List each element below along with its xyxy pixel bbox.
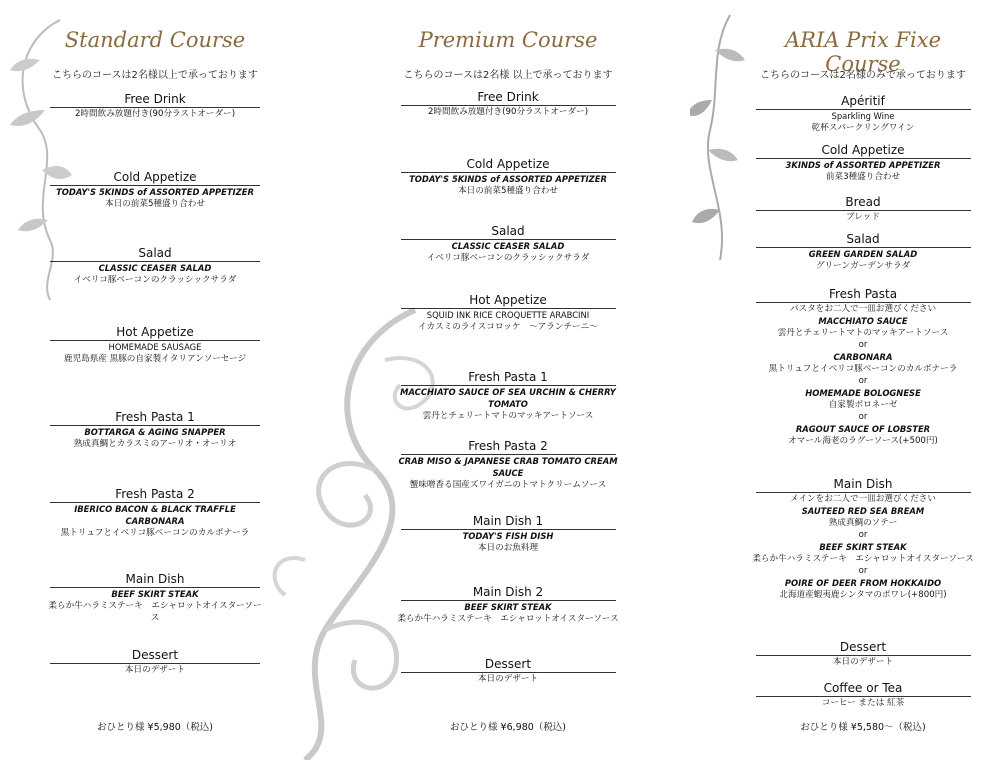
dish-description: 雲丹とチェリートマトのマッキアートソース bbox=[422, 411, 594, 421]
dish-name-en: BEEF SKIRT STEAK bbox=[111, 589, 199, 599]
dish-description: 柔らか牛ハラミステーキ エシャロットオイスターソース bbox=[397, 614, 619, 624]
menu-section bbox=[45, 487, 265, 539]
section-heading: Hot Appetize bbox=[50, 325, 260, 341]
dish-name-en: BEEF SKIRT STEAK bbox=[819, 542, 907, 552]
section-heading: Fresh Pasta bbox=[756, 287, 971, 303]
dish-description: 柔らか牛ハラミステーキ エシャロットオイスターソース bbox=[752, 554, 974, 564]
menu-section bbox=[45, 325, 265, 365]
menu-section bbox=[45, 246, 265, 286]
menu-section bbox=[45, 170, 265, 210]
course-subtitle: こちらのコースは2名様のみで承っております bbox=[760, 70, 966, 81]
dish-name-en: MACCHIATO SAUCE OF SEA URCHIN & CHERRY TOMATO bbox=[400, 387, 616, 409]
dish-description: 本日の前菜5種盛り合わせ bbox=[105, 199, 205, 209]
course-subtitle: こちらのコースは2名様以上で承っております bbox=[52, 70, 258, 81]
dish-name-en: GREEN GARDEN SALAD bbox=[808, 249, 918, 259]
dish-description: 熟成真鯛とカラスミのアーリオ・オーリオ bbox=[73, 439, 237, 449]
course-price: おひとり様 ¥5,580～（税込) bbox=[800, 722, 926, 733]
menu-section bbox=[45, 648, 265, 676]
menu-section bbox=[748, 681, 978, 709]
section-heading: Fresh Pasta 2 bbox=[401, 439, 616, 455]
section-heading: Hot Appetize bbox=[401, 293, 616, 309]
section-heading: Dessert bbox=[401, 657, 616, 673]
dish-name-en: MACCHIATO SAUCE bbox=[818, 316, 908, 326]
dish-name-en: TODAY'S FISH DISH bbox=[462, 531, 554, 541]
menu-section bbox=[388, 370, 628, 422]
menu-section bbox=[388, 585, 628, 625]
section-heading: Cold Appetize bbox=[401, 157, 616, 173]
menu-section bbox=[388, 293, 628, 333]
dish-description: Sparkling Wine bbox=[831, 111, 895, 121]
dish-name-en: BOTTARGA & AGING SNAPPER bbox=[84, 427, 226, 437]
section-heading: Main Dish 1 bbox=[401, 514, 616, 530]
dish-name-en: CRAB MISO & JAPANESE CRAB TOMATO CREAM SAUCE bbox=[398, 456, 618, 478]
menu-section bbox=[388, 224, 628, 264]
dish-name-en: 3KINDS of ASSORTED APPETIZER bbox=[785, 160, 941, 170]
menu-section bbox=[748, 94, 978, 134]
menu-section bbox=[748, 287, 978, 447]
section-heading: Dessert bbox=[756, 640, 971, 656]
menu-section bbox=[748, 477, 978, 601]
dish-description: 北海道産蝦夷鹿シンタマのポワレ(+800円) bbox=[779, 590, 947, 600]
menu-section bbox=[748, 195, 978, 223]
section-heading: Apéritif bbox=[756, 94, 971, 110]
section-heading: Fresh Pasta 2 bbox=[50, 487, 260, 503]
menu-section bbox=[45, 410, 265, 450]
dish-description: 本日のデザート bbox=[124, 665, 186, 675]
menu-section bbox=[388, 439, 628, 491]
dish-description: イベリコ豚ベーコンのクラッシックサラダ bbox=[73, 275, 237, 285]
course-title: ARIA Prix Fixe Course bbox=[784, 28, 942, 76]
section-heading: Dessert bbox=[50, 648, 260, 664]
dish-description: 黒トリュフとイベリコ豚ベーコンのカルボナーラ bbox=[768, 364, 958, 374]
course-title: Standard Course bbox=[64, 28, 246, 52]
dish-description: イカスミのライスコロッケ ～アランチーニ～ bbox=[418, 322, 598, 332]
menu-section bbox=[748, 232, 978, 272]
dish-name-en: POIRE OF DEER FROM HOKKAIDO bbox=[784, 578, 942, 588]
section-heading: Salad bbox=[50, 246, 260, 262]
section-heading: Main Dish bbox=[756, 477, 971, 493]
dish-description: 黒トリュフとイベリコ豚ベーコンのカルボナーラ bbox=[60, 528, 250, 538]
dish-description: グリーンガーデンサラダ bbox=[815, 261, 911, 271]
dish-description: or bbox=[858, 412, 868, 422]
dish-description: ブレッド bbox=[846, 212, 880, 222]
section-heading: Cold Appetize bbox=[50, 170, 260, 186]
dish-description: 2時間飲み放題付き(90分ラストオーダー) bbox=[74, 109, 236, 119]
menu-section bbox=[45, 572, 265, 624]
dish-description: or bbox=[858, 376, 868, 386]
menu-section bbox=[45, 92, 265, 120]
dish-name-en: IBERICO BACON & BLACK TRAFFLE CARBONARA bbox=[74, 504, 236, 526]
dish-description: イベリコ豚ベーコンのクラッシックサラダ bbox=[426, 253, 590, 263]
section-heading: Fresh Pasta 1 bbox=[401, 370, 616, 386]
section-heading: Free Drink bbox=[50, 92, 260, 108]
dish-description: コーヒー または 紅茶 bbox=[821, 698, 905, 708]
dish-description: オマール海老のラグーソース(+500円) bbox=[788, 436, 938, 446]
course-price: おひとり様 ¥5,980（税込) bbox=[97, 722, 213, 733]
dish-name-en: TODAY'S 5KINDS of ASSORTED APPETIZER bbox=[409, 174, 607, 184]
dish-description: 自家製ボロネーゼ bbox=[828, 400, 898, 410]
dish-description: 雲丹とチェリートマトのマッキアートソース bbox=[777, 328, 949, 338]
dish-name-en: TODAY'S 5KINDS of ASSORTED APPETIZER bbox=[56, 187, 254, 197]
menu-section bbox=[748, 143, 978, 183]
section-heading: Main Dish bbox=[50, 572, 260, 588]
dish-description: 鹿児島県産 黒豚の自家製イタリアンソーセージ bbox=[63, 354, 247, 364]
dish-name-en: RAGOUT SAUCE OF LOBSTER bbox=[795, 424, 931, 434]
dish-name-en: SQUID INK RICE CROQUETTE ARABCINI bbox=[426, 310, 590, 320]
menu-section bbox=[388, 514, 628, 554]
section-heading: Free Drink bbox=[401, 90, 616, 106]
section-heading: Main Dish 2 bbox=[401, 585, 616, 601]
dish-description: 2時間飲み放題付き(90分ラストオーダー) bbox=[427, 107, 589, 117]
dish-description: パスタをお二人で一皿お選びください bbox=[789, 304, 937, 314]
course-price: おひとり様 ¥6,980（税込) bbox=[450, 722, 566, 733]
dish-description: 本日のデザート bbox=[477, 674, 539, 684]
dish-description: 蟹味噌香る国産ズワイガニのトマトクリームソース bbox=[409, 480, 607, 490]
section-heading: Salad bbox=[401, 224, 616, 240]
dish-name-en: SAUTEED RED SEA BREAM bbox=[801, 506, 925, 516]
dish-description: 本日のデザート bbox=[832, 657, 894, 667]
dish-description: 乾杯スパークリングワイン bbox=[811, 123, 915, 133]
menu-section bbox=[748, 640, 978, 668]
premium-course-column bbox=[388, 0, 628, 755]
dish-description: 熟成真鯛のソテー bbox=[828, 518, 898, 528]
dish-name-en: HOMEMADE SAUSAGE bbox=[108, 342, 202, 352]
dish-name-en: CLASSIC CEASER SALAD bbox=[98, 263, 212, 273]
dish-description: 本日のお魚料理 bbox=[477, 543, 539, 553]
dish-description: or bbox=[858, 566, 868, 576]
menu-section bbox=[388, 90, 628, 118]
course-title: Premium Course bbox=[418, 28, 598, 52]
dish-description: 本日の前菜5種盛り合わせ bbox=[458, 186, 558, 196]
menu-section bbox=[388, 157, 628, 197]
menu-section bbox=[388, 657, 628, 685]
dish-description: 前菜3種盛り合わせ bbox=[825, 172, 901, 182]
dish-name-en: CLASSIC CEASER SALAD bbox=[451, 241, 565, 251]
dish-description: メインをお二人で一皿お選びください bbox=[790, 494, 936, 504]
section-heading: Coffee or Tea bbox=[756, 681, 971, 697]
dish-name-en: HOMEMADE BOLOGNESE bbox=[805, 388, 921, 398]
dish-name-en: BEEF SKIRT STEAK bbox=[464, 602, 552, 612]
section-heading: Fresh Pasta 1 bbox=[50, 410, 260, 426]
dish-description: 柔らか牛ハラミステーキ エシャロットオイスターソース bbox=[48, 601, 262, 623]
section-heading: Bread bbox=[756, 195, 971, 211]
section-heading: Cold Appetize bbox=[756, 143, 971, 159]
dish-name-en: CARBONARA bbox=[833, 352, 893, 362]
dish-description: or bbox=[858, 340, 868, 350]
aria-prix-fixe-course-column bbox=[748, 0, 978, 755]
dish-description: or bbox=[858, 530, 868, 540]
course-subtitle: こちらのコースは2名様 以上で承っております bbox=[403, 70, 613, 81]
standard-course-column bbox=[45, 0, 265, 755]
section-heading: Salad bbox=[756, 232, 971, 248]
